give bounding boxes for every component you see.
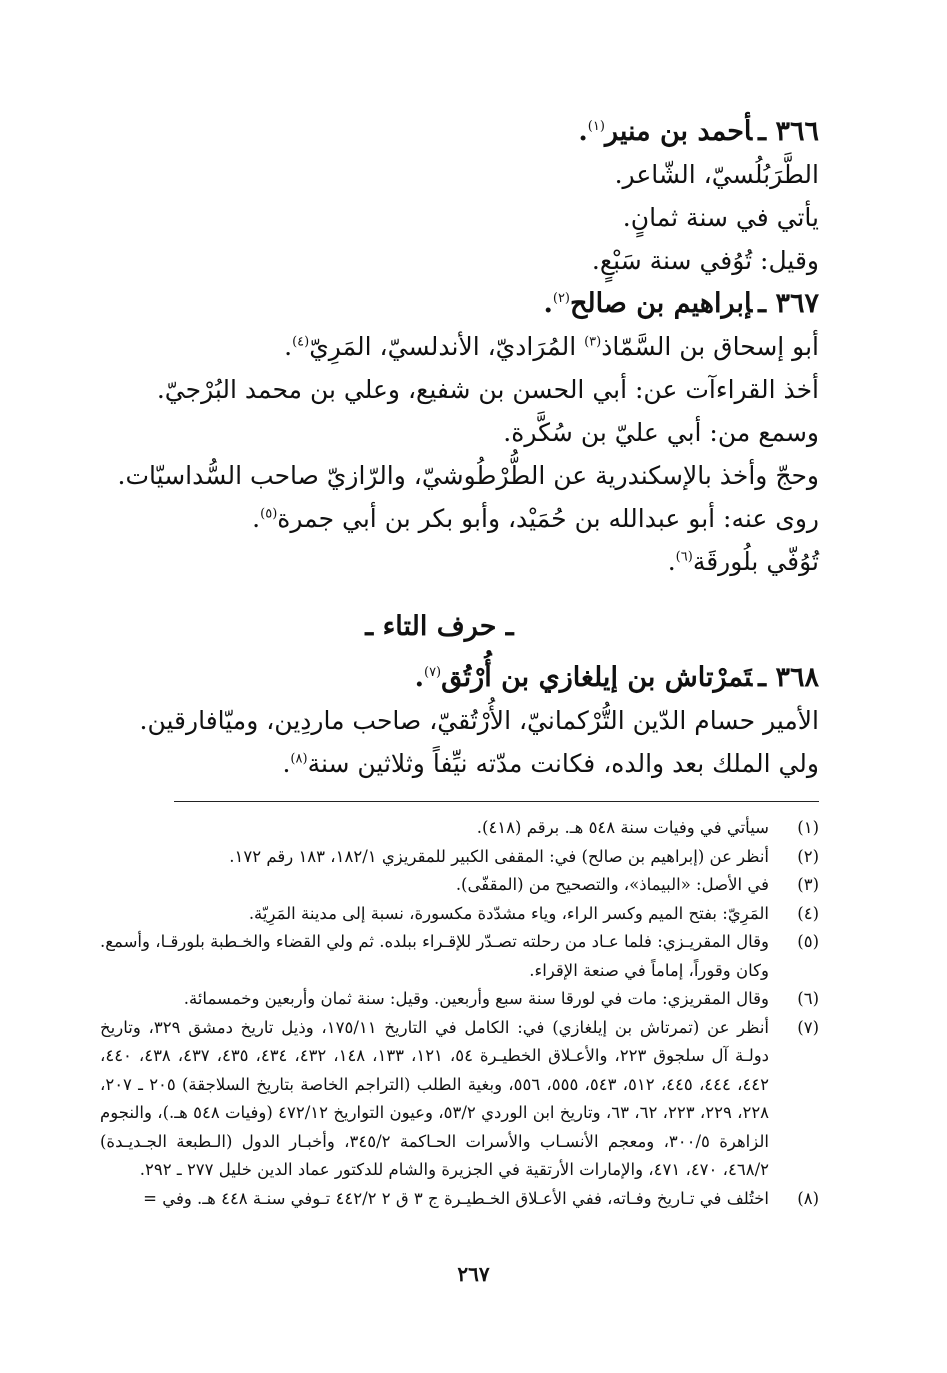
footnote [100,814,819,843]
footnote-text: أنظر عن (إبراهيم بن صالح) في: المقفى الكبير للمقريزي ١٨٢/١، ١٨٣ رقم ١٧٢. [229,846,769,866]
text-run: أبو إسحاق بن السَّمّاذ [601,332,819,361]
footnote-number: (٢) [797,846,819,866]
entry-368-line-2 [100,742,819,785]
footnote-number: (٣) [797,875,819,894]
punctuation: . [578,116,588,147]
footnote-text: سيأتي في وفيات سنة ٥٤٨ هـ. برقم (٤١٨). [476,818,769,837]
footnote-text: وقال المقريزي: مات في لورقا سنة سبع وأربعين. وقيل: سنة ثمان وأربعين وخمسمائة. [183,989,769,1008]
footnotes [100,814,819,1213]
punctuation: . [543,288,553,319]
text-run: تُوُفّي بلُورقَة [692,547,819,576]
entry-name: أحمد بن منير [604,116,753,147]
entry-368-line-1: الأمير حسام الدّين التُّرْكمانيّ، الأُرْتُقيّ، صاحب ماردِين، وميّافارقين. [139,706,819,735]
footnote-number: (٨) [797,1188,819,1208]
text-run: ولي الملك بعد والده، فكانت مدّته نيِّفاً وثلاثين سنة [307,749,819,778]
footnote-number: (٦) [797,989,819,1008]
punctuation: . [252,504,261,533]
section-heading: ـ حرف التاء ـ [365,611,514,642]
entry-366-line-3: وقيل: تُوُفي سنة سَبْعٍ. [591,246,819,275]
entry-367-heading [100,282,819,325]
footnote-text: أنظر عن (تمرتاش بن إيلغازي) في: الكامل في التاريخ ١٧٥/١١، وذيل تاريخ دمشق ٣٢٩، وتاريخ دولـة آل سلجوق ٢٢٣، والأعـلاق الخطيـرة ٥٤، ١٢١، ١٣٣، ١٤٨، ٤٣٢، ٤٣٤، ٤٣٥، ٤٣٧، ٤٣٨، ٤٤٠، ٤٤٢، ٤٤٤، ٤٤٥، ٥١٢، ٥٤٣، ٥٥٥، ٥٥٦، وبغية الطلب (التراجم الخاصة بتاريخ السلاجقة) ٢٠٥ ـ ٢٠٧، ٢٢٨، ٢٢٩، ٢٢٣، ٦٢، ٦٣، وتاريخ ابن الوردي ٥٣/٢، وعيون التواريخ ٤٧٢/١٢ (وفيات ٥٤٨ هـ.)، والنجوم الزاهرة ٣٠٠/٥، ومعجم الأنسـاب والأسرات الحـاكمة ٣٤٥/٢، وأخبـار الدول (الـطبعة الجـديـدة) ٤٦٨/٢، ٤٧٠، ٤٧١، والإمارات الأرتقية في الجزيرة والشام للدكتور عماد الدين خليل ٢٧٧ ـ ٢٩٢. [100,1017,770,1179]
footnote-number: (١) [797,818,819,837]
footnote [100,1014,819,1185]
punctuation: . [282,749,291,778]
footnote-ref: (٣) [584,334,602,350]
entry-number: ٣٦٧ ـ [758,288,819,319]
footnote [100,871,819,900]
footnote-number: (٧) [797,1017,819,1037]
footnote-text: في الأصل: «البيماذ»، والتصحيح من (المقفّى). [455,875,769,894]
punctuation: . [414,662,424,693]
entry-366-heading [100,110,819,153]
footnote-number: (٥) [797,932,819,951]
page-number: ٢٦٧ [457,1262,490,1286]
footnote-number: (٤) [797,903,819,923]
entry-366-line-2: يأتي في سنة ثمانٍ. [622,203,819,232]
footnote-text: اختُلف في تـاريخ وفـاته، ففي الأعـلاق الخـطيـرة ج ٣ ق ٢ ٤٤٢/٢ تـوفي سنـة ٤٤٨ هـ. وفي = [143,1188,769,1208]
footnote-ref: (٧) [423,665,442,680]
footnote-ref: (١) [587,119,605,134]
footnote-text: وقال المقريـزي: فلما عـاد من رحلته تصـدّر للإقـراء ببلده. ثم ولي القضاء والخـطبة بلورقـا، وأسمع. وكان وقوراً، إماماً في صنعة الإقراء. [100,932,769,980]
entry-367-line-3: وسمع من: أبي عليّ بن سُكَّرة. [503,418,819,447]
footnote-text: المَرِيّ: بفتح الميم وكسر الراء، وياء مشدّدة مكسورة، نسبة إلى مدينة المَرِيّة. [248,903,769,923]
entry-number: ٣٦٨ ـ [758,662,819,693]
punctuation: . [284,332,293,361]
entry-367-line-1 [100,325,819,368]
footnote [100,843,819,872]
footnote-separator [174,801,819,802]
footnote-ref: (٥) [260,506,278,522]
footnote [100,985,819,1014]
footnote [100,1185,819,1214]
entry-368-heading [100,656,819,699]
entry-367-line-2: أخذ القراءآت عن: أبي الحسن بن شفيع، وعلي بن محمد البُرْجيّ. [156,375,819,404]
entry-name: إبراهيم بن صالح [570,288,753,319]
punctuation: . [667,547,676,576]
text-run: روى عنه: أبو عبدالله بن حُمَيْد، وأبو بكر بن أبي جمرة [277,504,819,533]
text-run: المُرَاديّ، الأندلسيّ، المَرِيّ [309,332,585,361]
footnote [100,900,819,929]
entry-367-line-6 [100,540,819,583]
footnote [100,928,819,985]
entry-number: ٣٦٦ ـ [758,116,819,147]
entry-366-line-1: الطَّرَبُلُسيّ، الشّاعر. [614,160,819,189]
entry-name: تَمرْتاش بن إيلغازي بن أُرْتُق [441,662,753,693]
footnote-ref: (٤) [292,334,310,350]
footnote-ref: (٢) [552,291,570,306]
main-text [100,110,819,785]
entry-367-line-5 [100,497,819,540]
footnote-ref: (٦) [675,549,693,565]
footnote-ref: (٨) [290,751,308,767]
entry-367-line-4: وحجّ وأخذ بالإسكندرية عن الطُّرْطُوشيّ، والرّازيّ صاحب السُّداسيّات. [117,461,819,490]
